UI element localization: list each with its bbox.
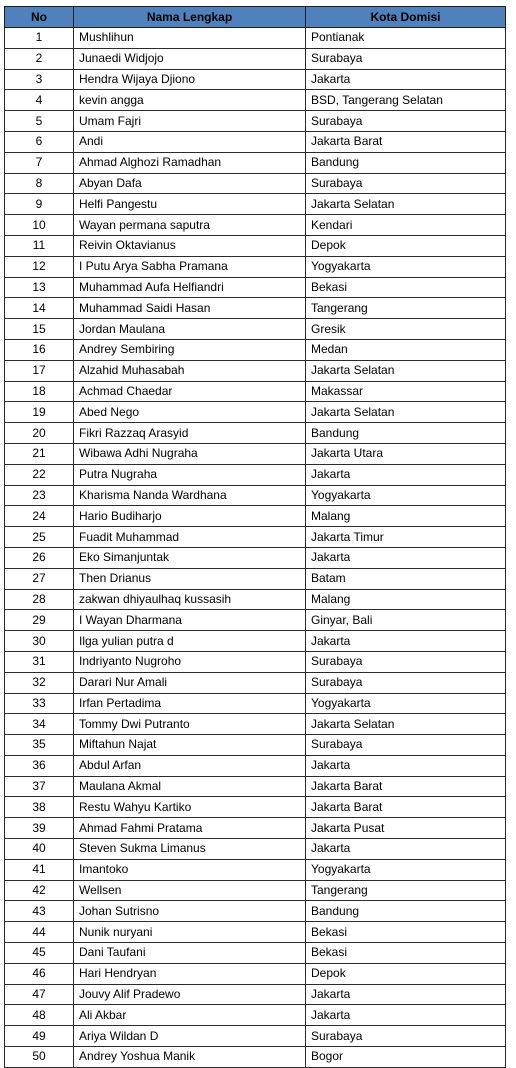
cell-no: 5	[5, 111, 74, 132]
cell-no: 34	[5, 714, 74, 735]
cell-name: Hendra Wijaya Djiono	[74, 69, 306, 90]
table-row	[5, 339, 506, 360]
cell-city: Jakarta Selatan	[306, 714, 506, 735]
table-row	[5, 631, 506, 652]
cell-city: Bandung	[306, 901, 506, 922]
cell-no: 25	[5, 527, 74, 548]
table-body	[5, 28, 506, 1068]
cell-city: Jakarta Selatan	[306, 194, 506, 215]
cell-city: Yogyakarta	[306, 485, 506, 506]
cell-name: Ali Akbar	[74, 1005, 306, 1026]
cell-name: Then Drianus	[74, 568, 306, 589]
cell-no: 11	[5, 235, 74, 256]
table-row	[5, 1005, 506, 1026]
table-row	[5, 963, 506, 984]
cell-name: Fuadit Muhammad	[74, 527, 306, 548]
cell-name: Umam Fajri	[74, 111, 306, 132]
cell-name: Maulana Akmal	[74, 776, 306, 797]
table-row	[5, 880, 506, 901]
table-row	[5, 672, 506, 693]
cell-no: 18	[5, 381, 74, 402]
cell-no: 29	[5, 610, 74, 631]
table-row	[5, 735, 506, 756]
table-row	[5, 797, 506, 818]
table-row	[5, 402, 506, 423]
table-row	[5, 215, 506, 236]
cell-city: Jakarta Selatan	[306, 402, 506, 423]
cell-city: Ginyar, Bali	[306, 610, 506, 631]
cell-name: Hari Hendryan	[74, 963, 306, 984]
table-row	[5, 173, 506, 194]
cell-no: 38	[5, 797, 74, 818]
table-row	[5, 277, 506, 298]
participant-table	[4, 6, 506, 1068]
cell-name: Imantoko	[74, 859, 306, 880]
cell-city: Yogyakarta	[306, 693, 506, 714]
cell-no: 41	[5, 859, 74, 880]
cell-city: Kendari	[306, 215, 506, 236]
cell-no: 3	[5, 69, 74, 90]
cell-name: Reivin Oktavianus	[74, 235, 306, 256]
table-row	[5, 755, 506, 776]
cell-name: Kharisma Nanda Wardhana	[74, 485, 306, 506]
cell-city: Surabaya	[306, 48, 506, 69]
cell-name: I Putu Arya Sabha Pramana	[74, 256, 306, 277]
cell-city: Bekasi	[306, 922, 506, 943]
cell-no: 31	[5, 651, 74, 672]
cell-city: Gresik	[306, 319, 506, 340]
table-row	[5, 943, 506, 964]
cell-no: 6	[5, 131, 74, 152]
table-row	[5, 922, 506, 943]
cell-no: 23	[5, 485, 74, 506]
cell-city: Bandung	[306, 152, 506, 173]
cell-name: Mushlihun	[74, 28, 306, 49]
cell-name: Andrey Yoshua Manik	[74, 1047, 306, 1068]
cell-city: Jakarta	[306, 631, 506, 652]
table-row	[5, 256, 506, 277]
cell-name: Andi	[74, 131, 306, 152]
cell-city: Yogyakarta	[306, 256, 506, 277]
table-row	[5, 443, 506, 464]
cell-no: 43	[5, 901, 74, 922]
table-row	[5, 28, 506, 49]
cell-city: Jakarta	[306, 755, 506, 776]
table-row	[5, 859, 506, 880]
cell-name: Abed Nego	[74, 402, 306, 423]
cell-no: 4	[5, 90, 74, 111]
cell-name: Nunik nuryani	[74, 922, 306, 943]
table-row	[5, 527, 506, 548]
table-row	[5, 1026, 506, 1047]
table-row	[5, 464, 506, 485]
cell-city: Surabaya	[306, 111, 506, 132]
cell-no: 12	[5, 256, 74, 277]
cell-name: Fikri Razzaq Arasyid	[74, 423, 306, 444]
cell-no: 15	[5, 319, 74, 340]
cell-name: Ahmad Fahmi Pratama	[74, 818, 306, 839]
cell-no: 44	[5, 922, 74, 943]
cell-name: Indriyanto Nugroho	[74, 651, 306, 672]
cell-no: 46	[5, 963, 74, 984]
cell-name: Darari Nur Amali	[74, 672, 306, 693]
cell-city: Jakarta	[306, 69, 506, 90]
cell-name: Alzahid Muhasabah	[74, 360, 306, 381]
cell-name: Hario Budiharjo	[74, 506, 306, 527]
table-row	[5, 984, 506, 1005]
cell-no: 24	[5, 506, 74, 527]
cell-city: Depok	[306, 235, 506, 256]
cell-name: Wellsen	[74, 880, 306, 901]
cell-city: Jakarta Barat	[306, 776, 506, 797]
cell-no: 14	[5, 298, 74, 319]
table-row	[5, 818, 506, 839]
cell-city: Malang	[306, 506, 506, 527]
cell-name: Johan Sutrisno	[74, 901, 306, 922]
header-no: No	[5, 7, 74, 28]
cell-city: Jakarta Barat	[306, 797, 506, 818]
cell-city: Jakarta	[306, 547, 506, 568]
cell-city: Jakarta Barat	[306, 131, 506, 152]
cell-name: Putra Nugraha	[74, 464, 306, 485]
cell-city: Surabaya	[306, 1026, 506, 1047]
cell-city: Surabaya	[306, 672, 506, 693]
table-row	[5, 506, 506, 527]
table-row	[5, 1047, 506, 1068]
cell-no: 20	[5, 423, 74, 444]
cell-city: Jakarta Utara	[306, 443, 506, 464]
cell-city: Bekasi	[306, 943, 506, 964]
cell-name: Miftahun Najat	[74, 735, 306, 756]
cell-no: 2	[5, 48, 74, 69]
cell-no: 32	[5, 672, 74, 693]
table-row	[5, 235, 506, 256]
cell-city: Bekasi	[306, 277, 506, 298]
table-row	[5, 69, 506, 90]
cell-city: Makassar	[306, 381, 506, 402]
cell-city: Surabaya	[306, 651, 506, 672]
cell-name: Abdul Arfan	[74, 755, 306, 776]
cell-city: Jakarta Timur	[306, 527, 506, 548]
cell-name: Irfan Pertadima	[74, 693, 306, 714]
cell-city: Bogor	[306, 1047, 506, 1068]
table-row	[5, 131, 506, 152]
cell-city: Yogyakarta	[306, 859, 506, 880]
cell-city: Jakarta	[306, 1005, 506, 1026]
cell-no: 26	[5, 547, 74, 568]
cell-no: 1	[5, 28, 74, 49]
cell-city: Surabaya	[306, 173, 506, 194]
cell-name: Eko Simanjuntak	[74, 547, 306, 568]
cell-name: Achmad Chaedar	[74, 381, 306, 402]
table-row	[5, 48, 506, 69]
cell-name: zakwan dhiyaulhaq kussasih	[74, 589, 306, 610]
cell-no: 40	[5, 839, 74, 860]
cell-no: 48	[5, 1005, 74, 1026]
cell-city: Tangerang	[306, 298, 506, 319]
cell-name: Andrey Sembiring	[74, 339, 306, 360]
cell-no: 37	[5, 776, 74, 797]
table-row	[5, 111, 506, 132]
cell-no: 7	[5, 152, 74, 173]
cell-city: Bandung	[306, 423, 506, 444]
table-row	[5, 485, 506, 506]
table-row	[5, 693, 506, 714]
table-row	[5, 568, 506, 589]
cell-name: Wayan permana saputra	[74, 215, 306, 236]
cell-city: Jakarta Pusat	[306, 818, 506, 839]
cell-name: kevin angga	[74, 90, 306, 111]
header-city: Kota Domisi	[306, 7, 506, 28]
cell-no: 49	[5, 1026, 74, 1047]
table-row	[5, 651, 506, 672]
cell-no: 17	[5, 360, 74, 381]
cell-city: Jakarta	[306, 839, 506, 860]
cell-no: 39	[5, 818, 74, 839]
cell-city: Jakarta	[306, 464, 506, 485]
cell-no: 21	[5, 443, 74, 464]
table-row	[5, 90, 506, 111]
cell-city: Medan	[306, 339, 506, 360]
table-row	[5, 714, 506, 735]
cell-name: Ilga yulian putra d	[74, 631, 306, 652]
table-row	[5, 381, 506, 402]
cell-name: I Wayan Dharmana	[74, 610, 306, 631]
cell-city: Tangerang	[306, 880, 506, 901]
table-row	[5, 839, 506, 860]
cell-name: Tommy Dwi Putranto	[74, 714, 306, 735]
table-row	[5, 610, 506, 631]
table-row	[5, 423, 506, 444]
cell-city: BSD, Tangerang Selatan	[306, 90, 506, 111]
cell-no: 10	[5, 215, 74, 236]
cell-city: Malang	[306, 589, 506, 610]
cell-no: 36	[5, 755, 74, 776]
cell-name: Muhammad Aufa Helfiandri	[74, 277, 306, 298]
cell-name: Helfi Pangestu	[74, 194, 306, 215]
table-row	[5, 776, 506, 797]
cell-name: Jordan Maulana	[74, 319, 306, 340]
cell-city: Surabaya	[306, 735, 506, 756]
table-row	[5, 194, 506, 215]
cell-no: 47	[5, 984, 74, 1005]
table-row	[5, 547, 506, 568]
cell-city: Pontianak	[306, 28, 506, 49]
cell-name: Dani Taufani	[74, 943, 306, 964]
table-row	[5, 152, 506, 173]
cell-no: 50	[5, 1047, 74, 1068]
cell-no: 19	[5, 402, 74, 423]
cell-no: 45	[5, 943, 74, 964]
cell-name: Junaedi Widjojo	[74, 48, 306, 69]
cell-name: Ahmad Alghozi Ramadhan	[74, 152, 306, 173]
cell-city: Jakarta	[306, 984, 506, 1005]
cell-no: 16	[5, 339, 74, 360]
header-name: Nama Lengkap	[74, 7, 306, 28]
cell-no: 8	[5, 173, 74, 194]
table-row	[5, 589, 506, 610]
cell-city: Depok	[306, 963, 506, 984]
table-row	[5, 360, 506, 381]
header-row	[5, 7, 506, 28]
cell-name: Abyan Dafa	[74, 173, 306, 194]
table-row	[5, 298, 506, 319]
cell-city: Batam	[306, 568, 506, 589]
cell-city: Jakarta Selatan	[306, 360, 506, 381]
cell-name: Wibawa Adhi Nugraha	[74, 443, 306, 464]
table-row	[5, 901, 506, 922]
cell-no: 28	[5, 589, 74, 610]
cell-no: 13	[5, 277, 74, 298]
cell-no: 9	[5, 194, 74, 215]
cell-name: Restu Wahyu Kartiko	[74, 797, 306, 818]
cell-name: Muhammad Saidi Hasan	[74, 298, 306, 319]
cell-no: 22	[5, 464, 74, 485]
cell-no: 35	[5, 735, 74, 756]
cell-no: 33	[5, 693, 74, 714]
cell-name: Ariya Wildan D	[74, 1026, 306, 1047]
cell-name: Jouvy Alif Pradewo	[74, 984, 306, 1005]
cell-no: 27	[5, 568, 74, 589]
cell-no: 30	[5, 631, 74, 652]
table-row	[5, 319, 506, 340]
cell-name: Steven Sukma Limanus	[74, 839, 306, 860]
cell-no: 42	[5, 880, 74, 901]
